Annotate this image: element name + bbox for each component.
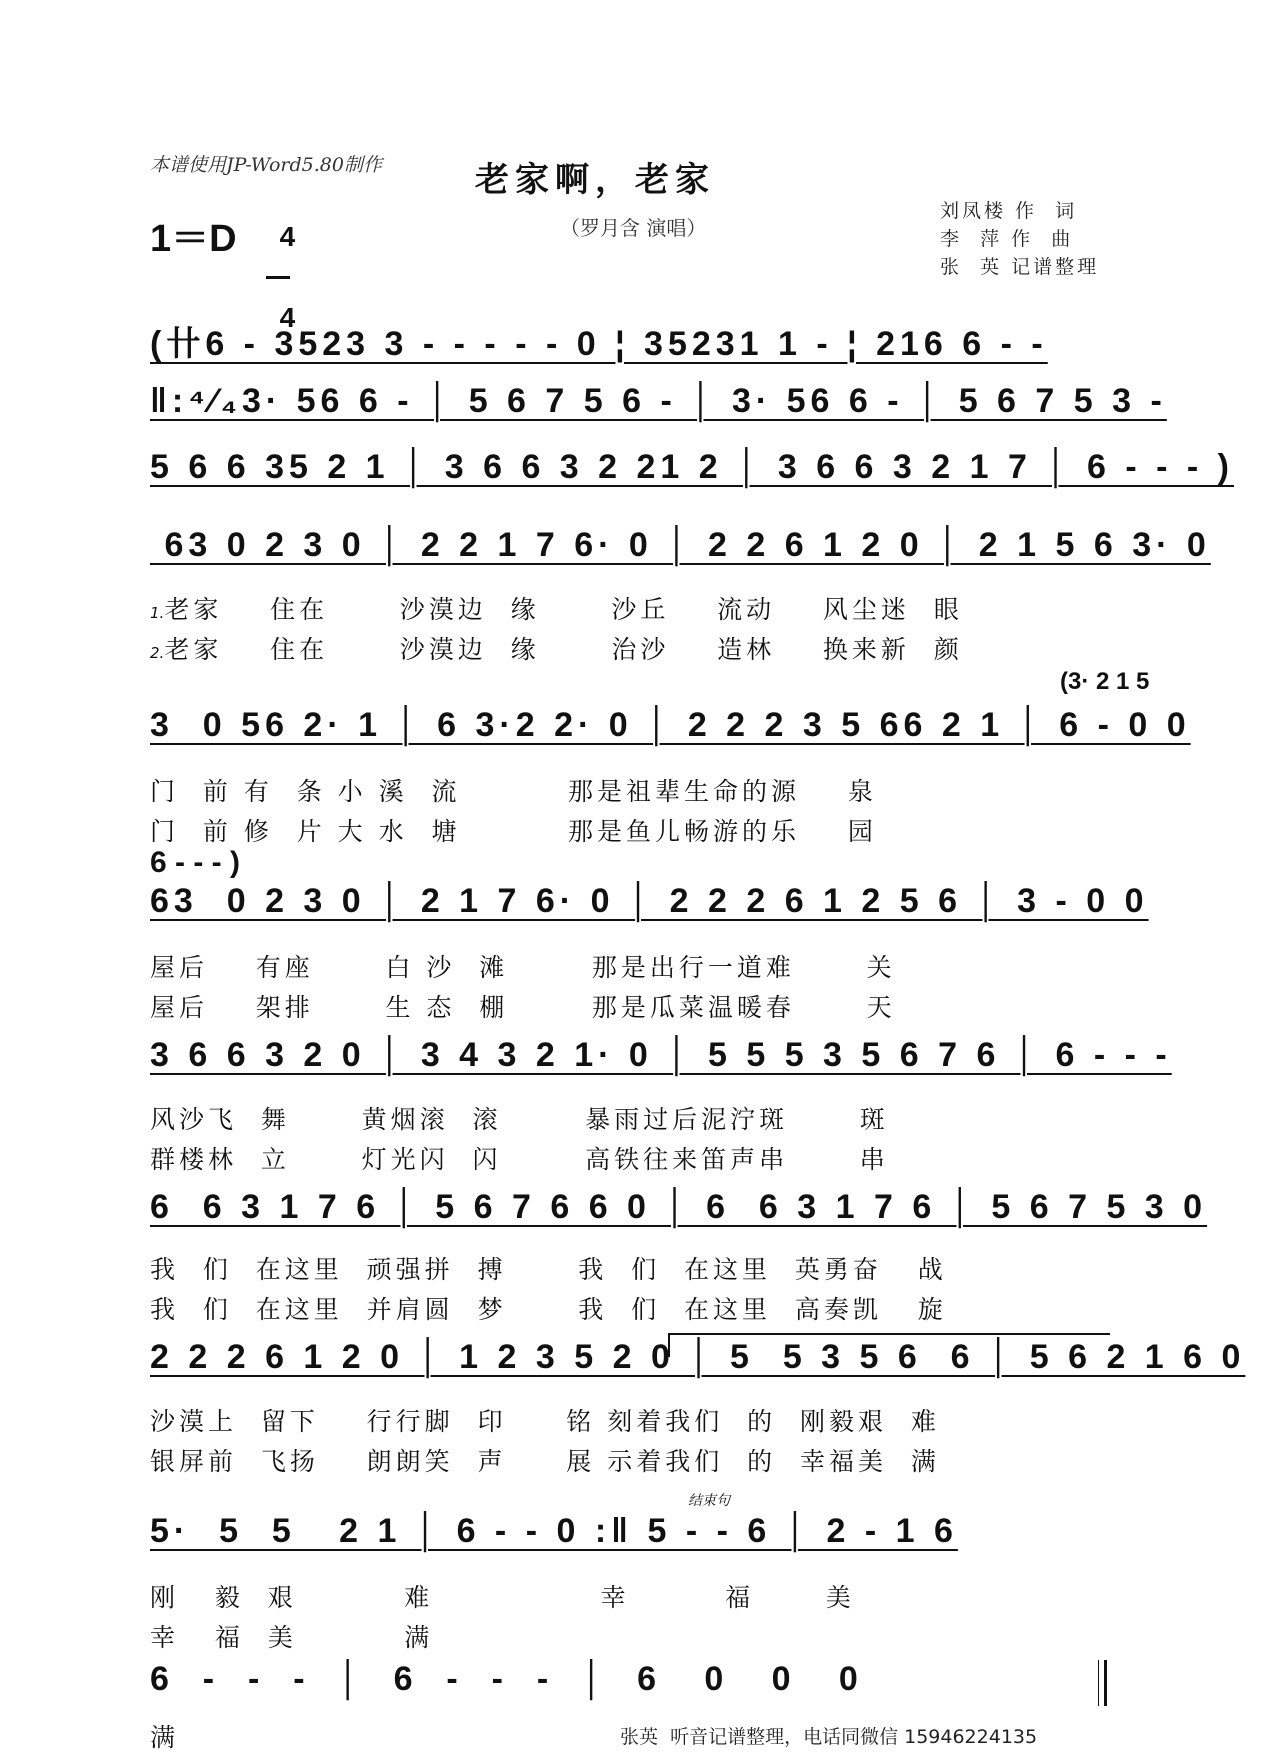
lyric-line-6-verse-2: 屋后 架排 生 态 棚 那是瓜菜温暖春 天	[150, 993, 896, 1022]
lyric-line-5-verse-2: 门 前 修 片 大 水 塘 那是鱼儿畅游的乐 园	[150, 817, 877, 846]
song-title: 老家啊，老家	[475, 160, 715, 200]
staff-line-7: 3 6 6 3 2 0 │ 3 4 3 2 1· 0 │ 5 5 5 3 5 6 7 6 │ 6 - - -	[150, 1036, 1172, 1074]
final-barline-thick	[1104, 1660, 1107, 1706]
composer-credit: 李 萍 作 曲	[940, 228, 1074, 250]
staff-line-8: 6 6 3 1 7 6 │ 5 6 7 6 6 0 │ 6 6 3 1 7 6 │ 5 6 7 5 3 0	[150, 1188, 1208, 1226]
staff-line-9: 2 2 2 6 1 2 0 │ 1 2 3 5 2 0 │ 5 5 3 5 6 6 │ 5 6 2 1 6 0	[150, 1338, 1246, 1376]
lyric-line-11: 满	[150, 1723, 180, 1752]
lyric-line-9-verse-2: 银屏前 飞扬 朗朗笑 声 展 示着我们 的 幸福美 满	[150, 1447, 940, 1476]
time-signature	[264, 198, 296, 333]
lyric-line-10-verse-2: 幸 福 美 满	[150, 1623, 434, 1652]
staff-line-6: 63 0 2 3 0 │ 2 1 7 6· 0 │ 2 2 2 6 1 2 5 6 │ 3 - 0 0	[150, 882, 1149, 920]
lyric-line-4-verse-2: 2.老家 住在 沙漠边 缘 治沙 造林 换来新 颜	[150, 635, 963, 664]
lyric-line-6-verse-1: 屋后 有座 白 沙 滩 那是出行一道难 关	[150, 953, 896, 982]
staff-6-pickup: 6 - - - )	[150, 846, 240, 879]
verse-number-2: 2.	[150, 644, 165, 662]
verse-number-1: 1.	[150, 604, 165, 622]
final-barline-thin	[1098, 1660, 1099, 1706]
lyric-line-8-verse-2: 我 们 在这里 并肩圆 梦 我 们 在这里 高奏凯 旋	[150, 1295, 947, 1324]
lyricist-credit: 刘凤楼 作 词	[940, 200, 1078, 222]
lyric-line-10-verse-1: 刚 毅 艰 难 幸 福 美	[150, 1583, 855, 1612]
lyric-line-7-verse-2: 群楼林 立 灯光闪 闪 高铁往来笛声串 串	[150, 1145, 889, 1174]
staff-line-10: 5· 5 5 2 1 │ 6 - - 0 :‖ 5 - - 6 │ 2 - 1 6	[150, 1512, 958, 1550]
key-signature: 1＝D	[150, 218, 237, 260]
time-signature-bottom: 4	[279, 302, 296, 333]
coda-bracket-edge	[668, 1333, 670, 1357]
lyric-line-7-verse-1: 风沙飞 舞 黄烟滚 滚 暴雨过后泥泞斑 斑	[150, 1105, 889, 1134]
staff-line-5: 3 0 56 2· 1 │ 6 3·2 2· 0 │ 2 2 2 3 5 66 2 1 │ 6 - 0 0	[150, 706, 1191, 744]
footer-credit: 张英 听音记谱整理，电话同微信 15946224135	[620, 1726, 1038, 1748]
arranger-credit: 张 英 记谱整理	[940, 256, 1100, 278]
software-note: 本谱使用JP-Word5.80制作	[150, 154, 382, 176]
lyric-line-8-verse-1: 我 们 在这里 顽强拼 搏 我 们 在这里 英勇奋 战	[150, 1255, 947, 1284]
time-signature-top: 4	[279, 221, 296, 252]
staff-line-4: 63 0 2 3 0 │ 2 2 1 7 6· 0 │ 2 2 6 1 2 0 │ 2 1 5 6 3· 0	[150, 526, 1211, 564]
staff-line-11: 6 - - - │ 6 - - - │ 6 0 0 0	[150, 1660, 863, 1698]
coda-label: 结束句	[688, 1493, 730, 1509]
lyric-line-4-verse-1: 1.老家 住在 沙漠边 缘 沙丘 流动 风尘迷 眼	[150, 595, 963, 624]
staff-5-pickup: (3· 2 1 5	[1060, 668, 1150, 695]
lyric-line-9-verse-1: 沙漠上 留下 行行脚 印 铭 刻着我们 的 刚毅艰 难	[150, 1407, 940, 1436]
staff-line-1: (卄6 - 3523 3 - - - - - 0 ¦ 35231 1 - ¦ 216 6 - -	[150, 325, 1048, 363]
coda-bracket-line	[668, 1333, 1110, 1335]
staff-line-3: 5 6 6 35 2 1 │ 3 6 6 3 2 21 2 │ 3 6 6 3 2 1 7 │ 6 - - - )	[150, 448, 1234, 486]
staff-line-2: ‖:⁴⁄₄3· 56 6 - │ 5 6 7 5 6 - │ 3· 56 6 - │ 5 6 7 5 3 -	[150, 382, 1167, 420]
lyric-line-5-verse-1: 门 前 有 条 小 溪 流 那是祖辈生命的源 泉	[150, 777, 877, 806]
singer-credit: （罗月含 演唱）	[560, 216, 707, 240]
